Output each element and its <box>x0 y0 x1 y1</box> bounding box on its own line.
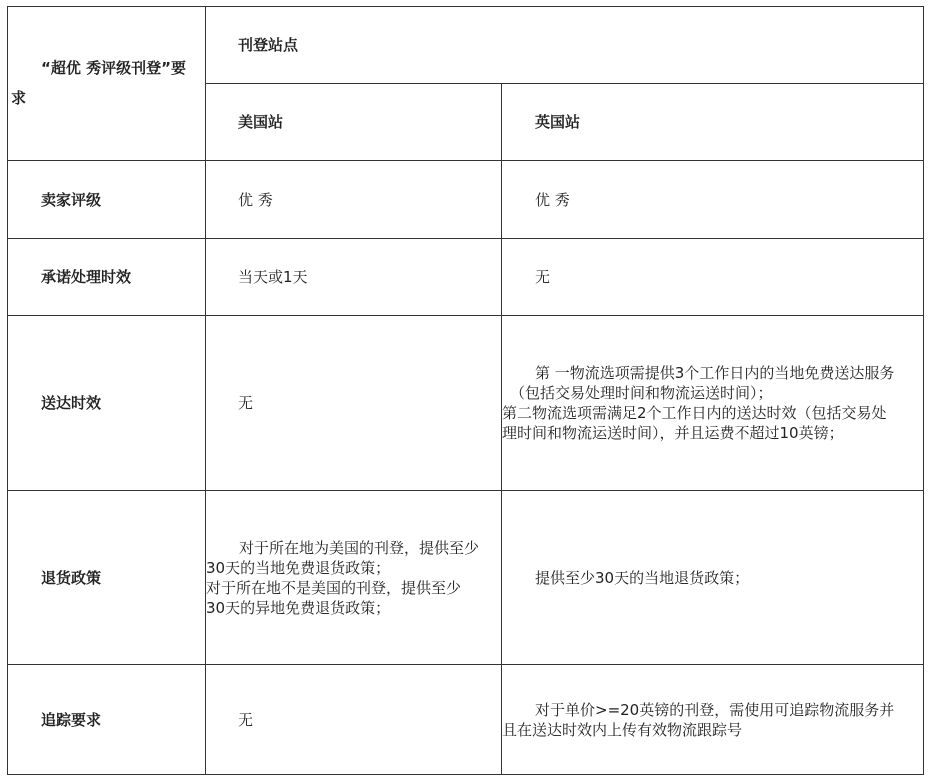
uk-tracking-line: 且在送达时效内上传有效物流跟踪号 <box>502 720 743 739</box>
us-tracking: 无 <box>206 665 502 775</box>
uk-delivery-line: 第 一物流选项需提供3个工作日内的当地免费送达服务 <box>535 364 895 382</box>
us-handling-time: 当天或1天 <box>206 239 502 316</box>
table-row <box>8 161 924 239</box>
site-header: 刊登站点 <box>206 7 924 84</box>
corner-header-cell <box>8 7 206 161</box>
table-row <box>8 316 924 491</box>
row-label-handling-time: 承诺处理时效 <box>8 239 206 316</box>
uk-return-policy: 提供至少30天的当地退货政策； <box>502 491 924 665</box>
uk-delivery-time <box>502 316 924 491</box>
table-row <box>8 665 924 775</box>
row-label-tracking: 追踪要求 <box>8 665 206 775</box>
uk-delivery-line: 理时间和物流运送时间），并且运费不超过10英镑； <box>502 424 844 442</box>
table-row <box>8 239 924 316</box>
row-label-return-policy: 退货政策 <box>8 491 206 665</box>
table-row <box>8 491 924 665</box>
corner-header-line2: 求 <box>11 89 27 107</box>
us-return-line: 30天的异地免费退货政策； <box>206 598 391 617</box>
uk-tracking-line: 对于单价>=20英镑的刊登，需使用可追踪物流服务并 <box>535 700 895 719</box>
us-return-line: 30天的当地免费退货政策； <box>206 558 391 577</box>
us-return-line: 对于所在地不是美国的刊登，提供至少 <box>206 578 462 597</box>
us-return-line: 对于所在地为美国的刊登，提供至少 <box>239 538 480 557</box>
uk-site-header: 英国站 <box>502 84 924 161</box>
us-seller-rating: 优 秀 <box>206 161 502 239</box>
row-label-seller-rating: 卖家评级 <box>8 161 206 239</box>
uk-tracking <box>502 665 924 775</box>
us-delivery-time: 无 <box>206 316 502 491</box>
us-site-header: 美国站 <box>206 84 502 161</box>
row-label-delivery-time: 送达时效 <box>8 316 206 491</box>
uk-seller-rating: 优 秀 <box>502 161 924 239</box>
corner-header-line1: “超优 秀评级刊登”要 <box>41 59 186 77</box>
uk-delivery-line: 第二物流选项需满足2个工作日内的送达时效（包括交易处 <box>502 404 887 422</box>
us-return-policy <box>206 491 502 665</box>
uk-delivery-line: （包括交易处理时间和物流运送时间）； <box>510 384 773 402</box>
uk-handling-time: 无 <box>502 239 924 316</box>
requirements-table <box>7 6 924 775</box>
